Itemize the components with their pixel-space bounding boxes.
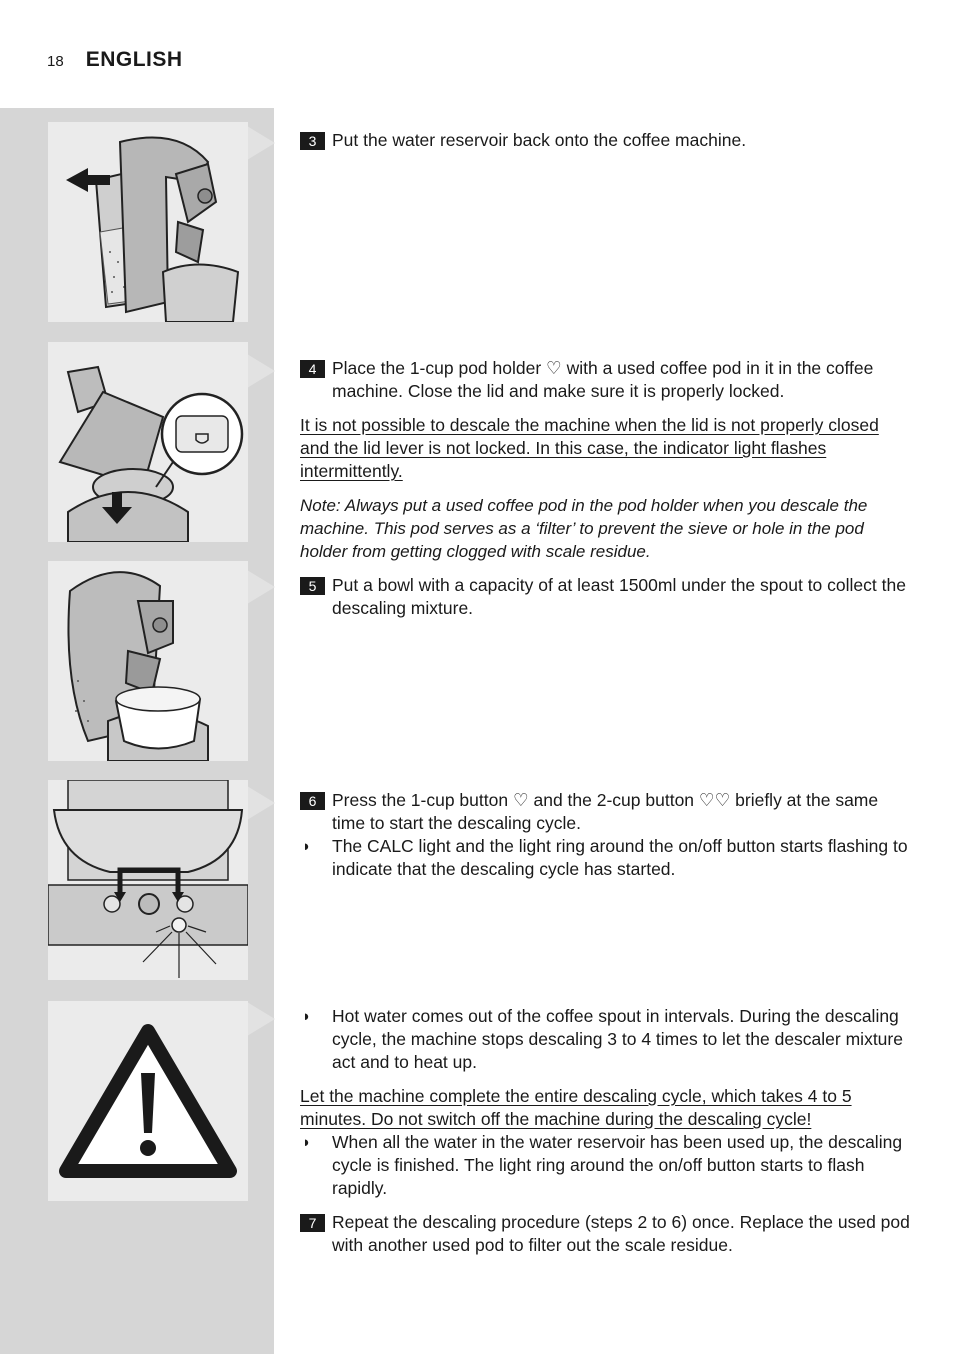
figure-control-panel <box>48 780 248 980</box>
figure-pointer <box>247 786 275 820</box>
step-number: 7 <box>300 1214 325 1232</box>
step-text: Press the 1-cup button ♡ and the 2-cup button ♡♡ briefly at the same time to start the descaling cycle. <box>332 790 879 833</box>
step-number: 3 <box>300 132 325 150</box>
step-text: Put the water reservoir back onto the coffee machine. <box>332 130 747 150</box>
bullet-text: Hot water comes out of the coffee spout in intervals. During the descaling cycle, the machine stops descaling 3 to 4 times to let the descaler mixture act and to heat up. <box>332 1006 903 1072</box>
pod-note: Note: Always put a used coffee pod in the pod holder when you descale the machine. This pod serves as a ‘filter’ to prevent the sieve or hole in the pod holder from getting clogged with scale residue. <box>300 496 868 561</box>
figure-bowl-under-spout <box>48 561 248 761</box>
step-number: 4 <box>300 360 325 378</box>
step-number: 5 <box>300 577 325 595</box>
figure-pointer <box>247 126 275 160</box>
step-3 <box>300 129 912 152</box>
bullet-icon: ◗ <box>302 1134 312 1151</box>
bullet-text: When all the water in the water reservoir has been used up, the descaling cycle is finished. The light ring around the on/off button starts to flash rapidly. <box>332 1132 903 1198</box>
page-language: ENGLISH <box>85 48 183 71</box>
figure-pointer <box>247 570 275 604</box>
figure-pointer <box>247 354 275 388</box>
lid-warning: It is not possible to descale the machine when the lid is not properly closed and the lid lever is not locked. In this case, the indicator light flashes intermittently. <box>300 415 879 481</box>
figure-water-reservoir <box>48 122 248 322</box>
bullet-icon: ◗ <box>302 1008 312 1025</box>
bullet-icon: ◗ <box>302 838 312 855</box>
page-header <box>47 48 183 72</box>
figure-pod-holder <box>48 342 248 542</box>
step-number: 6 <box>300 792 325 810</box>
step-text: Place the 1-cup pod holder ♡ with a used coffee pod in it in the coffee machine. Close the lid and make sure it is properly locked. <box>332 358 874 401</box>
bullet-text: The CALC light and the light ring around the on/off button starts flashing to indicate that the descaling cycle has started. <box>332 836 908 879</box>
step-text: Repeat the descaling procedure (steps 2 to 6) once. Replace the used pod with another used pod to filter out the scale residue. <box>332 1212 910 1255</box>
page-number: 18 <box>47 53 64 70</box>
figure-pointer <box>247 1002 275 1036</box>
descaling-progress <box>300 1005 912 1257</box>
step-6 <box>300 789 912 881</box>
step-4 <box>300 357 912 620</box>
figure-warning <box>48 1001 248 1201</box>
complete-cycle-warning: Let the machine complete the entire descaling cycle, which takes 4 to 5 minutes. Do not switch off the machine during the descaling cycle! <box>300 1086 852 1129</box>
step-text: Put a bowl with a capacity of at least 1500ml under the spout to collect the descaling mixture. <box>332 575 906 618</box>
